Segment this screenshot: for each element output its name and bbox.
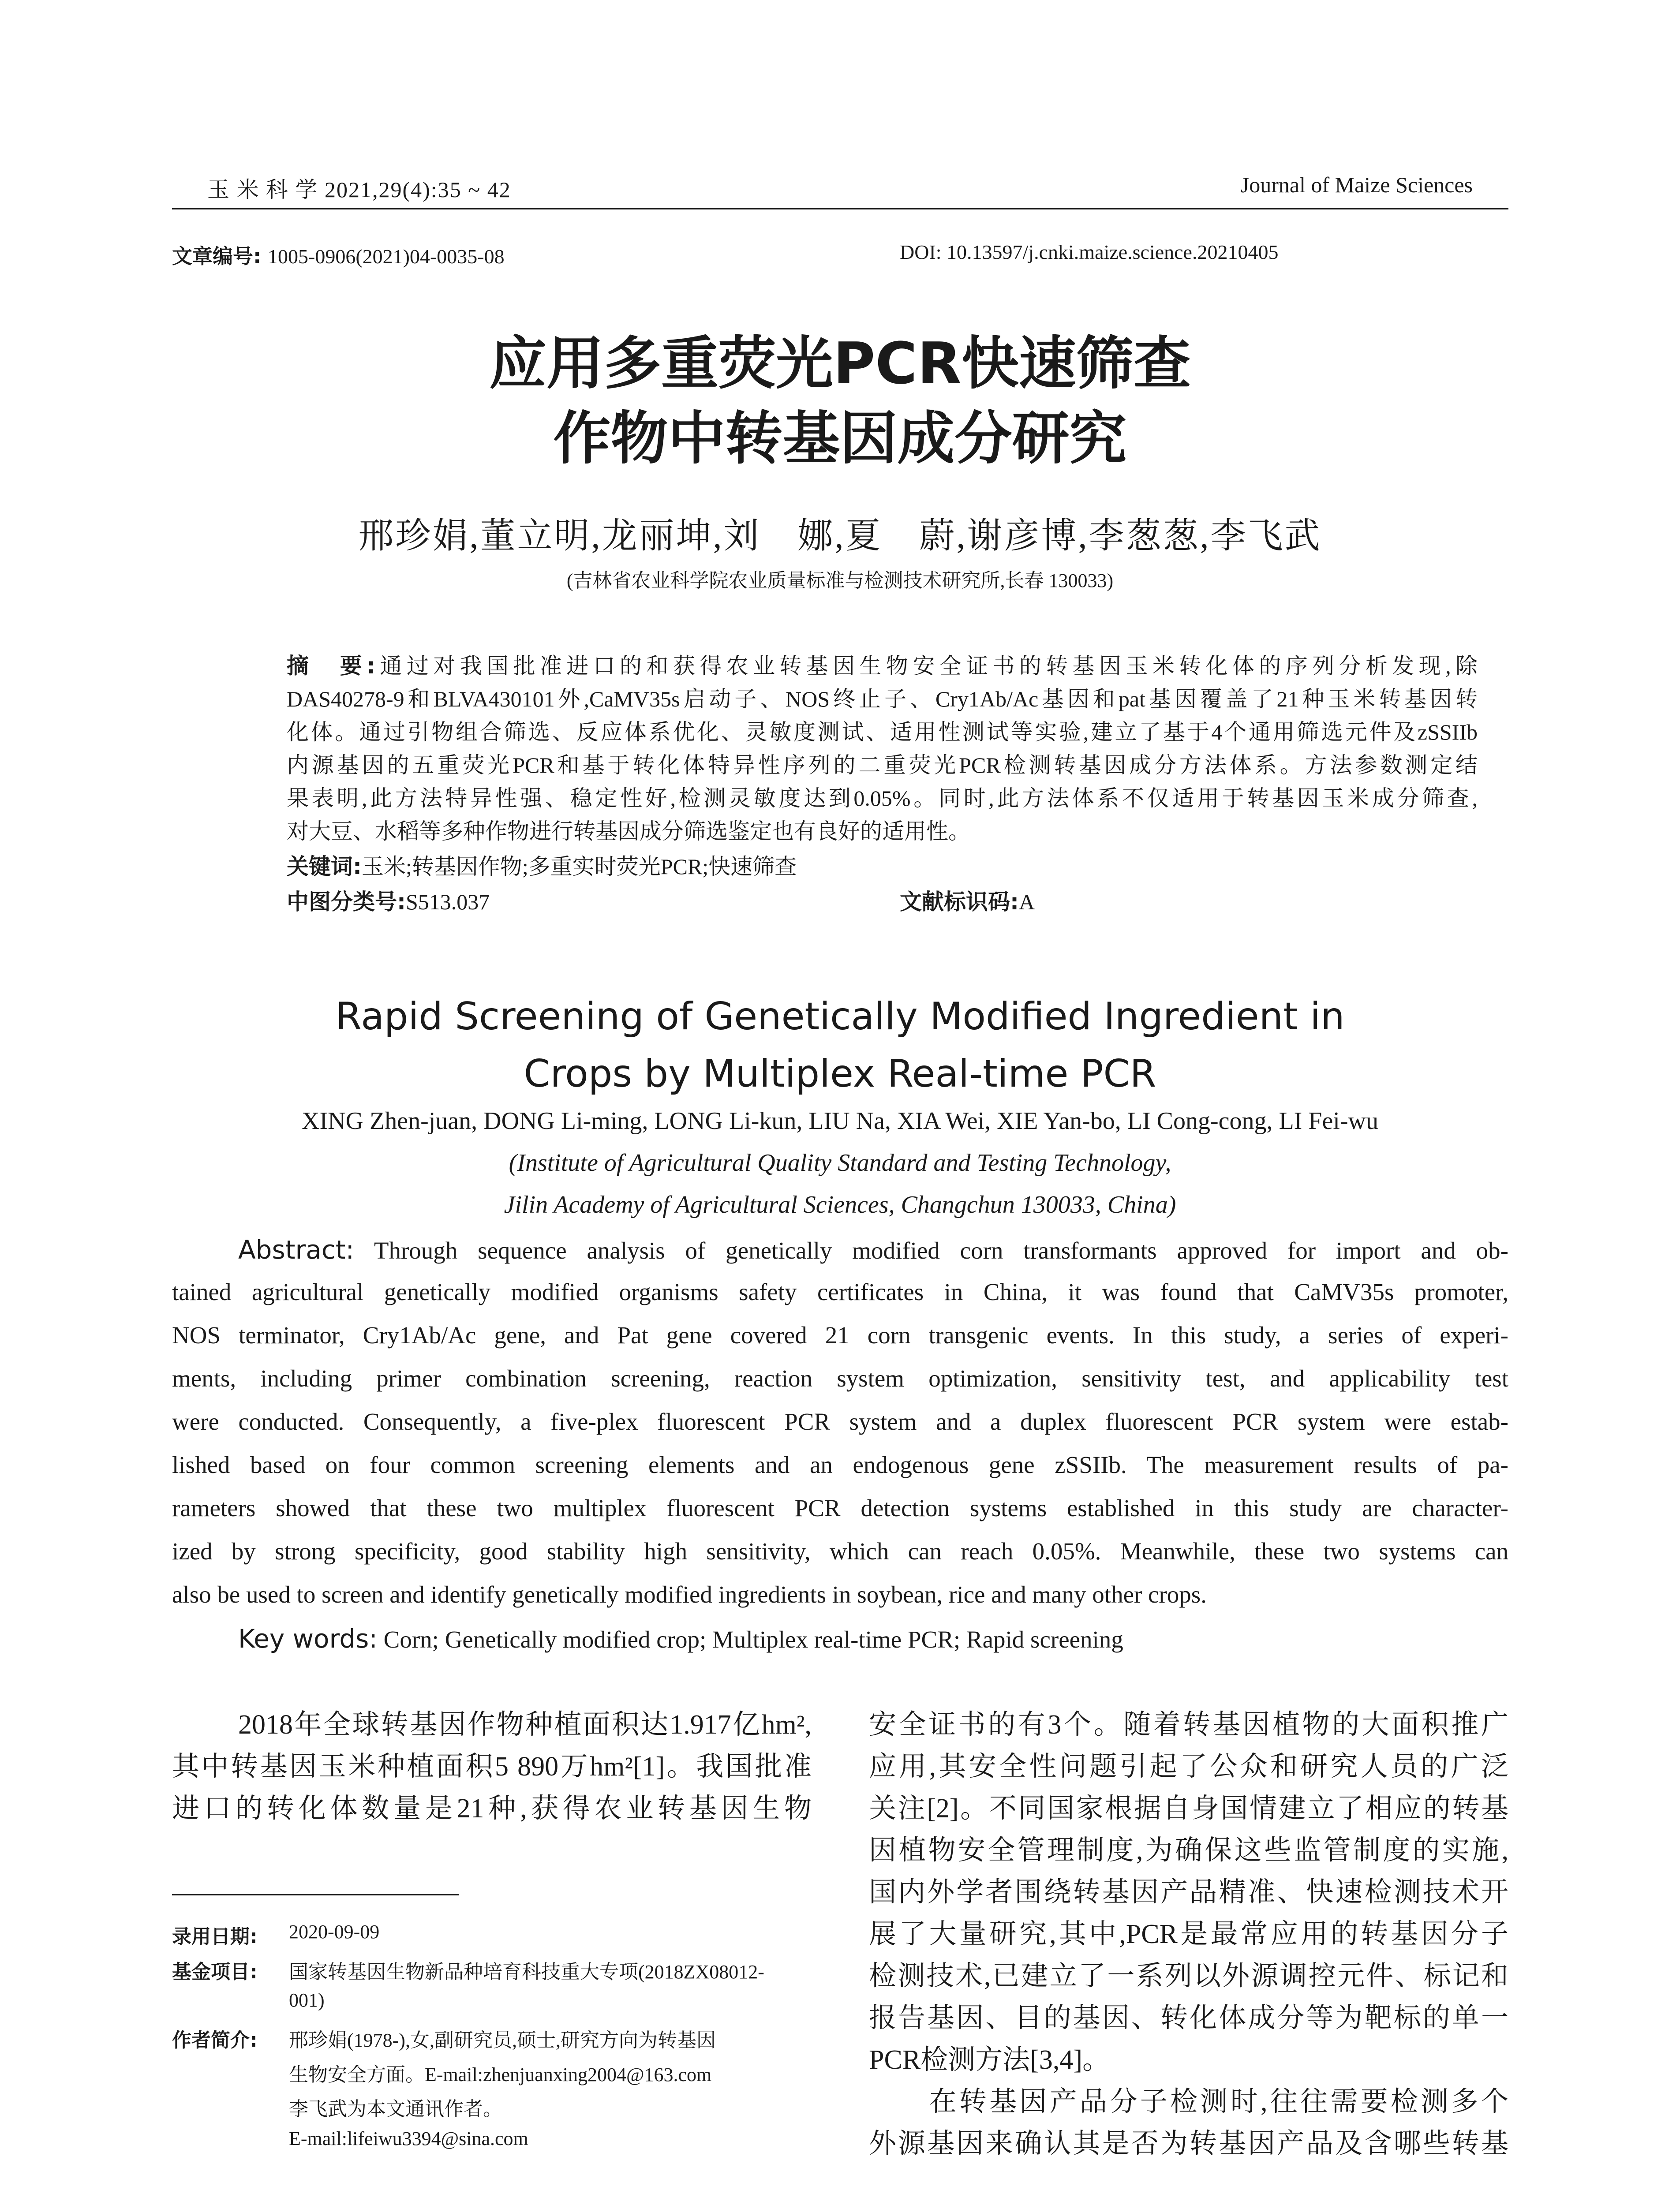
- abstract-en-line: ments, including primer combination screening, reaction system optimization, sensitivity test, and applicability test: [172, 1365, 1508, 1392]
- footnote-rule: [172, 1894, 459, 1895]
- abstract-en-line: were conducted. Consequently, a five-plex fluorescent PCR system and a duplex fluorescent PCR system were estab-: [172, 1408, 1508, 1435]
- affiliation-en-line-1: (Institute of Agricultural Quality Standard and Testing Technology,: [509, 1149, 1171, 1177]
- title-en-line-1: Rapid Screening of Genetically Modified Ingredient in: [335, 994, 1345, 1039]
- article-number: [172, 240, 505, 269]
- body-right-line: 报告基因、目的基因、转化体成分等为靶标的单一: [869, 2003, 1508, 2033]
- abstract-cn-line: 果表明,此方法特异性强、稳定性好,检测灵敏度达到0.05%。同时,此方法体系不仅适用于转基因玉米成分筛查,: [287, 786, 1478, 811]
- abstract-en-line: NOS terminator, Cry1Ab/Ac gene, and Pat gene covered 21 corn transgenic events. In this study, a series of experi-: [172, 1322, 1508, 1349]
- received-label: 录用日期:: [172, 1925, 258, 1948]
- body-left-line: 其中转基因玉米种植面积5 890万hm²[1]。我国批准: [172, 1752, 812, 1782]
- body-right-line: 安全证书的有3个。随着转基因植物的大面积推广: [869, 1710, 1508, 1740]
- article-number-label: 文章编号:: [172, 244, 262, 268]
- abstract-cn-line: 对大豆、水稻等多种作物进行转基因成分筛选鉴定也有良好的适用性。: [287, 819, 970, 844]
- abstract-en-line: lished based on four common screening elements and an endogenous gene zSSIIb. The measurement results of pa-: [172, 1451, 1508, 1478]
- article-number-value: 1005-0906(2021)04-0035-08: [268, 245, 505, 268]
- body-right-line: 关注[2]。不同国家根据自身国情建立了相应的转基: [869, 1794, 1508, 1824]
- fund-label: 基金项目:: [172, 1961, 258, 1983]
- corresponding-author-note: 李飞武为本文通讯作者。: [289, 2098, 502, 2120]
- abstract-cn-line: 摘 要:通过对我国批准进口的和获得农业转基因生物安全证书的转基因玉米转化体的序列分析发现,除: [287, 653, 1478, 679]
- journal-header-cn: 玉 米 科 学 2021,29(4):35 ~ 42: [207, 177, 511, 202]
- author-bio-label: 作者简介:: [172, 2029, 258, 2052]
- abstract-en-line: tained agricultural genetically modified organisms safety certificates in China, it was found that CaMV35s promoter,: [172, 1278, 1508, 1305]
- body-right-line: PCR检测方法[3,4]。: [869, 2045, 1110, 2075]
- keywords-en: [238, 1624, 1123, 1654]
- abstract-en-line: Abstract: Through sequence analysis of genetically modified corn transformants approved for import and ob-: [238, 1235, 1508, 1265]
- corresponding-author-email: E-mail:lifeiwu3394@sina.com: [289, 2128, 528, 2149]
- document-code-label: 文献标识码:: [900, 889, 1019, 915]
- document-code: [900, 884, 1035, 916]
- abstract-cn-line: 化体。通过引物组合筛选、反应体系优化、灵敏度测试、适用性测试等实验,建立了基于4个通用筛选元件及zSSIIb: [287, 720, 1478, 744]
- keywords-en-label: Key words:: [238, 1624, 378, 1654]
- title-en-line-2: Crops by Multiplex Real-time PCR: [524, 1052, 1156, 1096]
- body-right-line: 外源基因来确认其是否为转基因产品及含哪些转基: [869, 2129, 1508, 2159]
- keywords-cn: [287, 849, 797, 881]
- title-cn-line-1: 应用多重荧光PCR快速筛查: [489, 330, 1191, 397]
- affiliation-cn: (吉林省农业科学院农业质量标准与检测技术研究所,长春 130033): [566, 570, 1114, 591]
- body-left-line: 进口的转化体数量是21种,获得农业转基因生物: [172, 1794, 812, 1824]
- body-right-line: 国内外学者围绕转基因产品精准、快速检测技术开: [869, 1877, 1508, 1907]
- keywords-cn-text: 玉米;转基因作物;多重实时荧光PCR;快速筛查: [362, 854, 797, 879]
- fund-line-1: 国家转基因生物新品种培育科技重大专项(2018ZX08012-: [289, 1961, 764, 1983]
- keywords-en-text: Corn; Genetically modified crop; Multiplex real-time PCR; Rapid screening: [383, 1626, 1123, 1653]
- header-rule: [172, 208, 1508, 209]
- body-right-line: 在转基因产品分子检测时,往往需要检测多个: [869, 2087, 1508, 2117]
- body-right-line: 展了大量研究,其中,PCR是最常应用的转基因分子: [869, 1919, 1508, 1949]
- abstract-en-label: Abstract:: [238, 1235, 355, 1265]
- abstract-cn-label: 摘 要:: [287, 653, 376, 679]
- fund-line-2: 001): [289, 1989, 325, 2011]
- document-code-value: A: [1019, 889, 1035, 914]
- author-bio-line-2: 生物安全方面。E-mail:zhenjuanxing2004@163.com: [289, 2064, 712, 2085]
- body-right-line: 因植物安全管理制度,为确保这些监管制度的实施,: [869, 1835, 1508, 1865]
- doi: DOI: 10.13597/j.cnki.maize.science.20210405: [900, 241, 1279, 263]
- abstract-cn-line: 内源基因的五重荧光PCR和基于转化体特异性序列的二重荧光PCR检测转基因成分方法体系。方法参数测定结: [287, 753, 1478, 777]
- clc-number: [287, 884, 490, 916]
- abstract-en-line: also be used to screen and identify genetically modified ingredients in soybean, rice and many other crops.: [172, 1581, 1207, 1608]
- journal-header-en: Journal of Maize Sciences: [1240, 172, 1473, 197]
- authors-en: XING Zhen-juan, DONG Li-ming, LONG Li-kun, LIU Na, XIA Wei, XIE Yan-bo, LI Cong-cong, LI Fei-wu: [302, 1107, 1378, 1135]
- body-right-line: 检测技术,已建立了一系列以外源调控元件、标记和: [869, 1961, 1508, 1991]
- received-date: 2020-09-09: [289, 1921, 380, 1943]
- abstract-cn-line: DAS40278-9和BLVA430101外,CaMV35s启动子、NOS终止子、Cry1Ab/Ac基因和pat基因覆盖了21种玉米转基因转: [287, 687, 1478, 711]
- abstract-en-line: rameters showed that these two multiplex fluorescent PCR detection systems established in this study are character-: [172, 1495, 1508, 1521]
- body-left-line: 2018年全球转基因作物种植面积达1.917亿hm²,: [238, 1710, 812, 1740]
- author-bio-line-1: 邢珍娟(1978-),女,副研究员,硕士,研究方向为转基因: [289, 2029, 716, 2051]
- abstract-en-line: ized by strong specificity, good stability high sensitivity, which can reach 0.05%. Meanwhile, these two systems can: [172, 1538, 1508, 1565]
- clc-label: 中图分类号:: [287, 889, 406, 915]
- keywords-cn-label: 关键词:: [287, 854, 362, 879]
- body-right-line: 应用,其安全性问题引起了公众和研究人员的广泛: [869, 1752, 1508, 1782]
- title-cn-line-2: 作物中转基因成分研究: [553, 405, 1127, 472]
- affiliation-en-line-2: Jilin Academy of Agricultural Sciences, Changchun 130033, China): [504, 1191, 1176, 1218]
- clc-value: S513.037: [406, 889, 490, 914]
- authors-cn: 邢珍娟,董立明,龙丽坤,刘 娜,夏 蔚,谢彦博,李葱葱,李飞武: [358, 517, 1322, 556]
